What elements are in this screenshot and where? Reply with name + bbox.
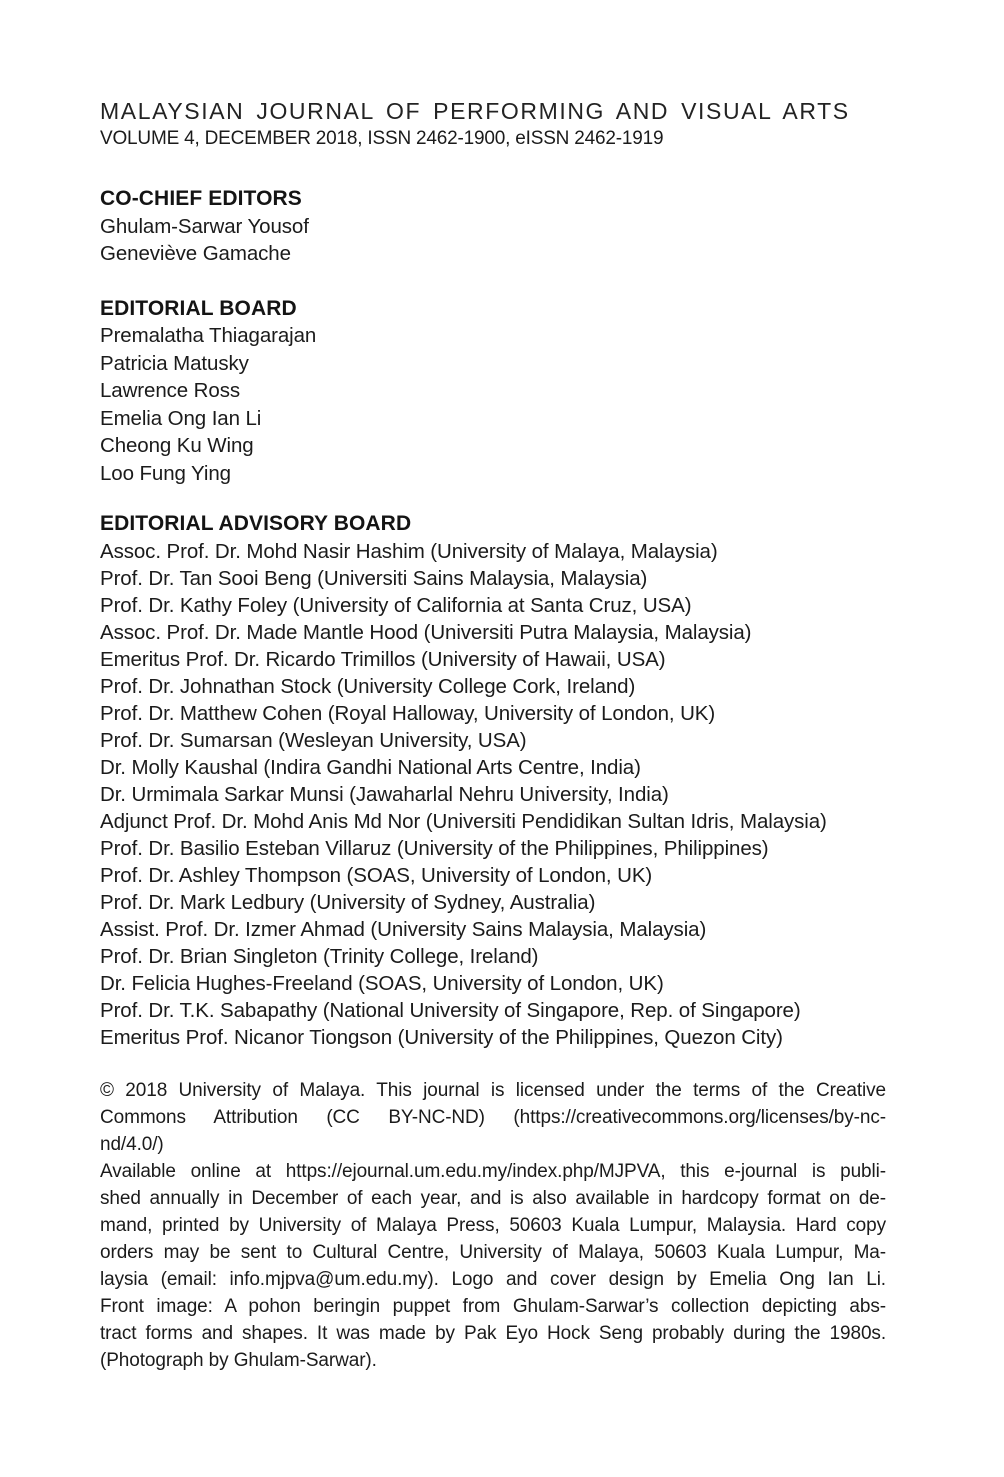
advisory-member-name: Prof. Dr. Tan Sooi Beng (Universiti Sains Malaysia, Malaysia) [100, 566, 648, 590]
board-member-name: Lawrence Ross [100, 379, 240, 402]
imprint-line: Front image: A pohon beringin puppet from Ghulam-Sarwar’s collection depicting abs- [100, 1295, 886, 1317]
section-editorial-advisory-board [100, 510, 886, 1051]
advisory-member-name: Emeritus Prof. Nicanor Tiongson (University of the Philippines, Quezon City) [100, 1025, 783, 1049]
board-member-name: Patricia Matusky [100, 351, 249, 375]
advisory-member-name: Dr. Felicia Hughes-Freeland (SOAS, University of London, UK) [100, 971, 664, 995]
imprint-line: (Photograph by Ghulam-Sarwar). [100, 1349, 377, 1371]
board-member-name: Loo Fung Ying [100, 461, 231, 485]
editorial-board-list [100, 322, 886, 487]
board-member-name: Cheong Ku Wing [100, 434, 254, 457]
section-editorial-board [100, 295, 886, 488]
imprint-line: tract forms and shapes. It was made by Pak Eyo Hock Seng probably during the 1980s. [100, 1322, 886, 1344]
advisory-member-name: Dr. Molly Kaushal (Indira Gandhi National Arts Centre, India) [100, 755, 641, 779]
imprint-line: nd/4.0/) [100, 1133, 164, 1155]
imprint-paragraph [100, 1158, 886, 1374]
imprint-line: Available online at https://ejournal.um.edu.my/index.php/MJPVA, this e-journal is publi- [100, 1160, 886, 1182]
imprint-line: © 2018 University of Malaya. This journal is licensed under the terms of the Creative [100, 1079, 886, 1101]
advisory-member-name: Prof. Dr. Kathy Foley (University of California at Santa Cruz, USA) [100, 593, 692, 617]
advisory-member-name: Prof. Dr. Matthew Cohen (Royal Halloway, University of London, UK) [100, 701, 716, 725]
advisory-member-name: Prof. Dr. T.K. Sabapathy (National University of Singapore, Rep. of Singapore) [100, 998, 801, 1022]
advisory-member-name: Prof. Dr. Mark Ledbury (University of Sydney, Australia) [100, 890, 596, 914]
co-chief-editors-heading: CO-CHIEF EDITORS [100, 187, 302, 210]
journal-title: MALAYSIAN JOURNAL OF PERFORMING AND VISUAL ARTS [100, 98, 850, 124]
advisory-member-name: Prof. Dr. Basilio Esteban Villaruz (University of the Philippines, Philippines) [100, 836, 769, 860]
section-co-chief-editors [100, 185, 886, 268]
imprint-text [100, 1077, 886, 1374]
advisory-member-name: Prof. Dr. Brian Singleton (Trinity College, Ireland) [100, 944, 539, 968]
imprint-line: orders may be sent to Cultural Centre, University of Malaya, 50603 Kuala Lumpur, Ma- [100, 1241, 886, 1263]
advisory-member-name: Prof. Dr. Johnathan Stock (University College Cork, Ireland) [100, 674, 636, 698]
imprint-paragraph [100, 1077, 886, 1158]
editorial-advisory-board-heading: EDITORIAL ADVISORY BOARD [100, 512, 412, 535]
advisory-member-name: Emeritus Prof. Dr. Ricardo Trimillos (University of Hawaii, USA) [100, 647, 666, 671]
advisory-member-name: Assoc. Prof. Dr. Made Mantle Hood (Universiti Putra Malaysia, Malaysia) [100, 620, 752, 644]
co-chief-editors-list [100, 213, 886, 268]
imprint-line: shed annually in December of each year, and is also available in hardcopy format on de- [100, 1187, 886, 1209]
imprint-line: laysia (email: info.mjpva@um.edu.my). Logo and cover design by Emelia Ong Ian Li. [100, 1268, 886, 1290]
imprint-line: Commons Attribution (CC BY-NC-ND) (https://creativecommons.org/licenses/by-nc- [100, 1106, 886, 1128]
advisory-member-name: Assist. Prof. Dr. Izmer Ahmad (University Sains Malaysia, Malaysia) [100, 917, 707, 941]
journal-volume-issn: VOLUME 4, DECEMBER 2018, ISSN 2462-1900, eISSN 2462-1919 [100, 128, 664, 149]
editorial-board-heading: EDITORIAL BOARD [100, 296, 297, 320]
board-member-name: Premalatha Thiagarajan [100, 324, 317, 347]
board-member-name: Emelia Ong Ian Li [100, 406, 262, 430]
masthead [100, 98, 886, 151]
advisory-member-name: Adjunct Prof. Dr. Mohd Anis Md Nor (Universiti Pendidikan Sultan Idris, Malaysia) [100, 809, 827, 833]
editorial-advisory-board-list [100, 538, 886, 1051]
advisory-member-name: Assoc. Prof. Dr. Mohd Nasir Hashim (University of Malaya, Malaysia) [100, 539, 718, 563]
editor-name: Geneviève Gamache [100, 242, 291, 265]
advisory-member-name: Prof. Dr. Ashley Thompson (SOAS, University of London, UK) [100, 863, 653, 887]
advisory-member-name: Prof. Dr. Sumarsan (Wesleyan University, USA) [100, 728, 527, 752]
imprint-line: mand, printed by University of Malaya Press, 50603 Kuala Lumpur, Malaysia. Hard copy [100, 1214, 886, 1236]
editor-name: Ghulam-Sarwar Yousof [100, 214, 309, 238]
advisory-member-name: Dr. Urmimala Sarkar Munsi (Jawaharlal Nehru University, India) [100, 782, 669, 806]
